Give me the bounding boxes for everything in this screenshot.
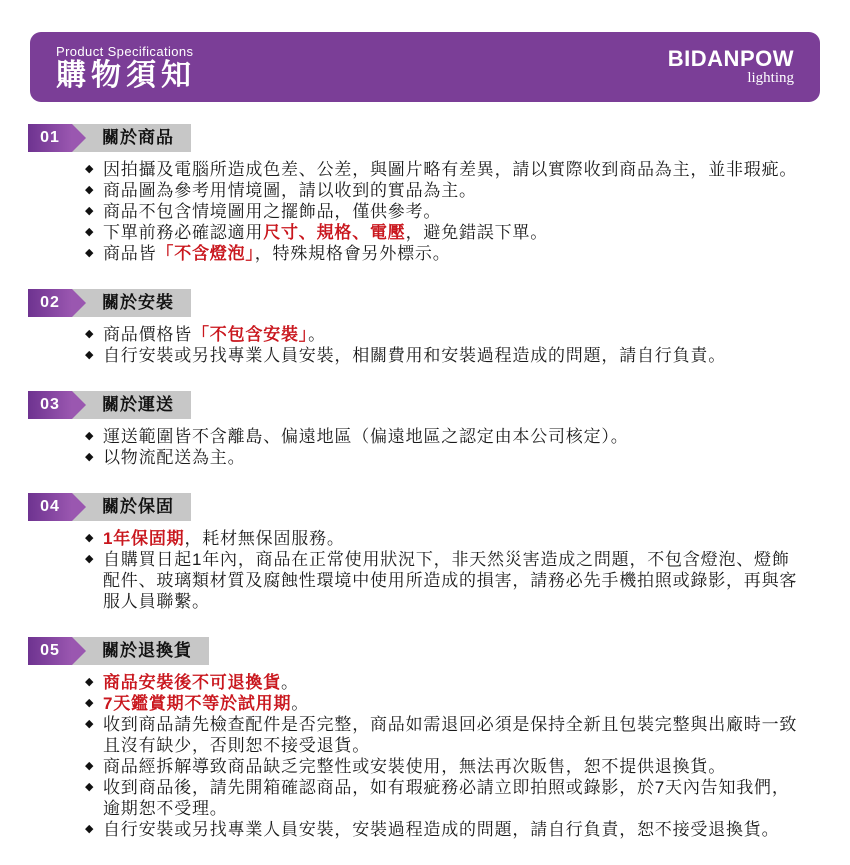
bullet-text: [103, 756, 726, 777]
bullet-text-line: [103, 447, 245, 468]
brand-subtitle: lighting: [747, 70, 794, 86]
text-segment: 以物流配送為主。: [103, 448, 246, 467]
bullet-text: [103, 201, 441, 222]
diamond-bullet-icon: ◆: [85, 553, 94, 565]
bullet-text: [103, 159, 797, 180]
bullet-text: [103, 447, 245, 468]
diamond-bullet-icon: ◆: [85, 226, 94, 238]
diamond-bullet-icon: ◆: [85, 184, 94, 196]
bullet-text-line: [103, 324, 326, 345]
highlighted-text: 商品安裝後不可退換貨: [103, 673, 281, 692]
page-header-banner: [30, 32, 820, 102]
bullet-text-line: [103, 798, 790, 819]
diamond-bullet-icon: ◆: [85, 697, 94, 709]
section-body: [28, 426, 828, 468]
section-header: [28, 391, 191, 419]
section-title: 關於運送: [102, 395, 174, 414]
bullet-text-line: [103, 345, 726, 366]
section-number-badge: 05: [28, 637, 72, 665]
bullet-text-line: [103, 201, 441, 222]
bullet-item: [85, 714, 828, 756]
bullet-text: [103, 549, 797, 612]
section-01: [28, 124, 828, 264]
bullet-text-line: [103, 180, 477, 201]
section-number-badge: 01: [28, 124, 72, 152]
bullet-item: [85, 756, 828, 777]
diamond-bullet-icon: ◆: [85, 823, 94, 835]
page-title: 購物須知: [56, 59, 196, 92]
text-segment: 自購買日起1年內，商品在正常使用狀況下，非天然災害造成之問題，不包含燈泡、燈飾: [103, 550, 790, 569]
bullet-text: [103, 777, 790, 819]
bullet-text-line: [103, 693, 309, 714]
sections-container: [28, 124, 828, 865]
text-segment: 商品不包含情境圖用之擺飾品，僅供參考。: [103, 202, 442, 221]
bullet-text: [103, 819, 779, 840]
section-number-badge: 04: [28, 493, 72, 521]
header-eyebrow: Product Specifications: [56, 44, 194, 59]
diamond-bullet-icon: ◆: [85, 676, 94, 688]
bullet-item: [85, 222, 828, 243]
section-body: [28, 528, 828, 612]
bullet-text-line: [103, 591, 797, 612]
diamond-bullet-icon: ◆: [85, 247, 94, 259]
section-title: 關於退換貨: [102, 641, 192, 660]
text-segment: 下單前務必確認適用: [103, 223, 264, 242]
diamond-bullet-icon: ◆: [85, 430, 94, 442]
bullet-text: [103, 243, 451, 264]
bullet-text-line: [103, 672, 299, 693]
bullet-text-line: [103, 570, 797, 591]
section-title: 關於保固: [102, 497, 174, 516]
bullet-text-line: [103, 714, 797, 735]
diamond-bullet-icon: ◆: [85, 163, 94, 175]
text-segment: 商品經拆解導致商品缺乏完整性或安裝使用，無法再次販售，恕不提供退換貨。: [103, 757, 726, 776]
section-body: [28, 159, 828, 264]
bullet-text: [103, 222, 548, 243]
text-segment: 運送範圍皆不含離島、偏遠地區（偏遠地區之認定由本公司核定）。: [103, 427, 629, 446]
diamond-bullet-icon: ◆: [85, 205, 94, 217]
bullet-item: [85, 180, 828, 201]
text-segment: 因拍攝及電腦所造成色差、公差，與圖片略有差異，請以實際收到商品為主，並非瑕疵。: [103, 160, 798, 179]
bullet-text-line: [103, 777, 790, 798]
diamond-bullet-icon: ◆: [85, 451, 94, 463]
text-segment: 商品皆: [103, 244, 157, 263]
bullet-text-line: [103, 159, 797, 180]
bullet-item: [85, 324, 828, 345]
text-segment: 自行安裝或另找專業人員安裝，安裝過程造成的問題，請自行負責，恕不接受退換貨。: [103, 820, 780, 839]
bullet-item: [85, 345, 828, 366]
section-05: [28, 637, 828, 840]
text-segment: 。: [308, 325, 326, 344]
banner-titles: [56, 42, 196, 92]
bullet-text: [103, 693, 309, 714]
section-number-badge: 03: [28, 391, 72, 419]
bullet-text: [103, 180, 477, 201]
text-segment: 服人員聯繫。: [103, 592, 210, 611]
highlighted-text: 7天鑑賞期不等於試用期: [103, 694, 292, 713]
section-header: [28, 493, 191, 521]
diamond-bullet-icon: ◆: [85, 781, 94, 793]
bullet-item: [85, 672, 828, 693]
highlighted-text: 「不包含安裝」: [192, 325, 309, 344]
text-segment: 。: [281, 673, 299, 692]
bullet-text-line: [103, 426, 629, 447]
bullet-item: [85, 201, 828, 222]
bullet-item: [85, 243, 828, 264]
bullet-text-line: [103, 243, 451, 264]
bullet-item: [85, 549, 828, 612]
bullet-text: [103, 714, 797, 756]
section-header: [28, 124, 191, 152]
diamond-bullet-icon: ◆: [85, 328, 94, 340]
text-segment: ，特殊規格會另外標示。: [254, 244, 451, 263]
bullet-item: [85, 159, 828, 180]
section-03: [28, 391, 828, 468]
text-segment: 逾期恕不受理。: [103, 799, 228, 818]
text-segment: 收到商品請先檢查配件是否完整，商品如需退回必須是保持全新且包裝完整與出廠時一致: [103, 715, 798, 734]
highlighted-text: 尺寸、規格、電壓: [263, 223, 406, 242]
bullet-item: [85, 447, 828, 468]
section-title: 關於安裝: [102, 293, 174, 312]
text-segment: 商品圖為參考用情境圖，請以收到的實品為主。: [103, 181, 477, 200]
highlighted-text: 「不含燈泡」: [156, 244, 255, 263]
bullet-item: [85, 693, 828, 714]
text-segment: 收到商品後，請先開箱確認商品，如有瑕疵務必請立即拍照或錄影，於7天內告知我們，: [103, 778, 790, 797]
section-body: [28, 324, 828, 366]
bullet-text-line: [103, 756, 726, 777]
section-body: [28, 672, 828, 840]
bullet-item: [85, 426, 828, 447]
text-segment: 自行安裝或另找專業人員安裝，相關費用和安裝過程造成的問題，請自行負責。: [103, 346, 726, 365]
bullet-text: [103, 528, 345, 549]
diamond-bullet-icon: ◆: [85, 718, 94, 730]
bullet-text-line: [103, 222, 548, 243]
bullet-text: [103, 672, 299, 693]
bullet-text-line: [103, 549, 797, 570]
text-segment: ，耗材無保固服務。: [184, 529, 345, 548]
bullet-item: [85, 819, 828, 840]
section-header: [28, 637, 209, 665]
brand-name: BIDANPOW: [667, 46, 794, 71]
bullet-text-line: [103, 735, 797, 756]
section-header: [28, 289, 191, 317]
bullet-text: [103, 426, 629, 447]
diamond-bullet-icon: ◆: [85, 349, 94, 361]
text-segment: ，避免錯誤下單。: [405, 223, 549, 242]
bullet-text-line: [103, 528, 345, 549]
text-segment: 商品價格皆: [103, 325, 192, 344]
section-04: [28, 493, 828, 612]
section-title: 關於商品: [102, 128, 174, 147]
bullet-text: [103, 324, 326, 345]
highlighted-text: 1年保固期: [103, 529, 185, 548]
bullet-text: [103, 345, 726, 366]
section-02: [28, 289, 828, 366]
text-segment: 且沒有缺少，否則恕不接受退貨。: [103, 736, 370, 755]
brand-logo: [668, 48, 794, 86]
text-segment: 配件、玻璃類材質及腐蝕性環境中使用所造成的損害，請務必先手機拍照或錄影，再與客: [103, 571, 798, 590]
bullet-text-line: [103, 819, 779, 840]
diamond-bullet-icon: ◆: [85, 760, 94, 772]
diamond-bullet-icon: ◆: [85, 532, 94, 544]
section-number-badge: 02: [28, 289, 72, 317]
bullet-item: [85, 528, 828, 549]
bullet-item: [85, 777, 828, 819]
text-segment: 。: [291, 694, 310, 713]
